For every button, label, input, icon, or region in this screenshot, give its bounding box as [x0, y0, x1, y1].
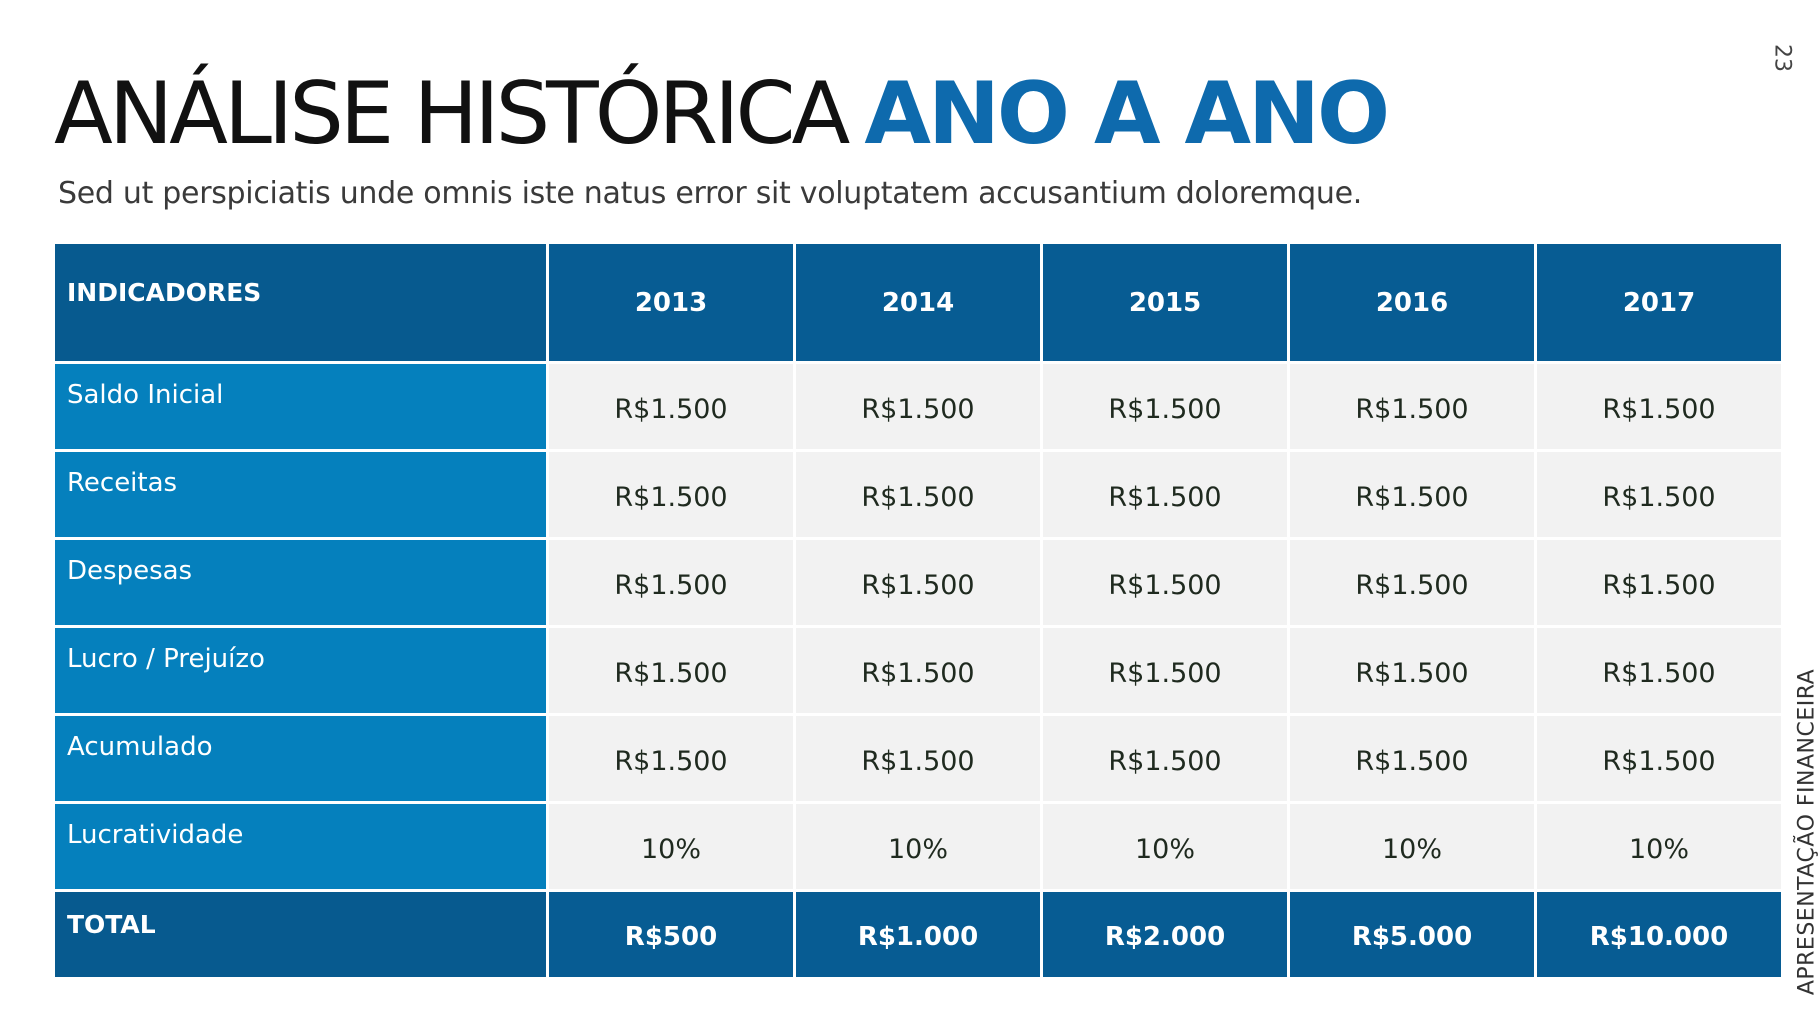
table-row — [54, 539, 1783, 627]
row-label: Lucratividade — [54, 803, 548, 891]
table-cell: R$1.500 — [1289, 539, 1536, 627]
table-cell: R$1.500 — [1536, 363, 1783, 451]
total-cell: R$5.000 — [1289, 891, 1536, 979]
indicators-table — [52, 241, 1784, 980]
table-cell: R$1.500 — [548, 715, 795, 803]
table-cell: R$1.500 — [1289, 627, 1536, 715]
total-cell: R$2.000 — [1042, 891, 1289, 979]
total-cell: R$500 — [548, 891, 795, 979]
table-cell: R$1.500 — [795, 539, 1042, 627]
table-cell: R$1.500 — [548, 451, 795, 539]
table-cell: 10% — [1536, 803, 1783, 891]
header-year: 2015 — [1042, 243, 1289, 363]
table-cell: R$1.500 — [1042, 715, 1289, 803]
table-cell: R$1.500 — [1536, 451, 1783, 539]
header-year: 2013 — [548, 243, 795, 363]
table-cell: R$1.500 — [1289, 715, 1536, 803]
table-cell: 10% — [548, 803, 795, 891]
total-label: TOTAL — [54, 891, 548, 979]
table-row — [54, 627, 1783, 715]
table-cell: R$1.500 — [1536, 539, 1783, 627]
row-label: Lucro / Prejuízo — [54, 627, 548, 715]
table-cell: R$1.500 — [795, 715, 1042, 803]
table-cell: R$1.500 — [1042, 539, 1289, 627]
table-cell: R$1.500 — [1042, 627, 1289, 715]
table-row — [54, 451, 1783, 539]
table-cell: R$1.500 — [548, 627, 795, 715]
table-cell: 10% — [1042, 803, 1289, 891]
table-cell: R$1.500 — [1042, 451, 1289, 539]
table-cell: R$1.500 — [1042, 363, 1289, 451]
slide-title-light: ANÁLISE HISTÓRICA — [54, 64, 847, 164]
table-cell: R$1.500 — [548, 363, 795, 451]
row-label: Acumulado — [54, 715, 548, 803]
table-cell: R$1.500 — [1536, 627, 1783, 715]
table-cell: 10% — [1289, 803, 1536, 891]
header-year: 2017 — [1536, 243, 1783, 363]
table-cell: R$1.500 — [795, 451, 1042, 539]
table-cell: R$1.500 — [795, 627, 1042, 715]
header-indicadores: INDICADORES — [54, 243, 548, 363]
table-cell: R$1.500 — [1289, 363, 1536, 451]
table-total-row — [54, 891, 1783, 979]
row-label: Receitas — [54, 451, 548, 539]
row-label: Despesas — [54, 539, 548, 627]
page-number: 23 — [1769, 44, 1795, 72]
table-cell: R$1.500 — [1536, 715, 1783, 803]
table-cell: R$1.500 — [548, 539, 795, 627]
table-row — [54, 803, 1783, 891]
slide-title-accent: ANO A ANO — [864, 64, 1388, 164]
table-header-row — [54, 243, 1783, 363]
total-cell: R$1.000 — [795, 891, 1042, 979]
slide-title — [54, 64, 1387, 164]
table-row — [54, 715, 1783, 803]
table-row — [54, 363, 1783, 451]
slide-subtitle: Sed ut perspiciatis unde omnis iste natus error sit voluptatem accusantium doloremque. — [58, 176, 1362, 211]
table-cell: R$1.500 — [795, 363, 1042, 451]
side-label: APRESENTAÇÃO FINANCEIRA — [1794, 668, 1820, 996]
table-cell: 10% — [795, 803, 1042, 891]
header-year: 2014 — [795, 243, 1042, 363]
total-cell: R$10.000 — [1536, 891, 1783, 979]
table-cell: R$1.500 — [1289, 451, 1536, 539]
row-label: Saldo Inicial — [54, 363, 548, 451]
header-year: 2016 — [1289, 243, 1536, 363]
